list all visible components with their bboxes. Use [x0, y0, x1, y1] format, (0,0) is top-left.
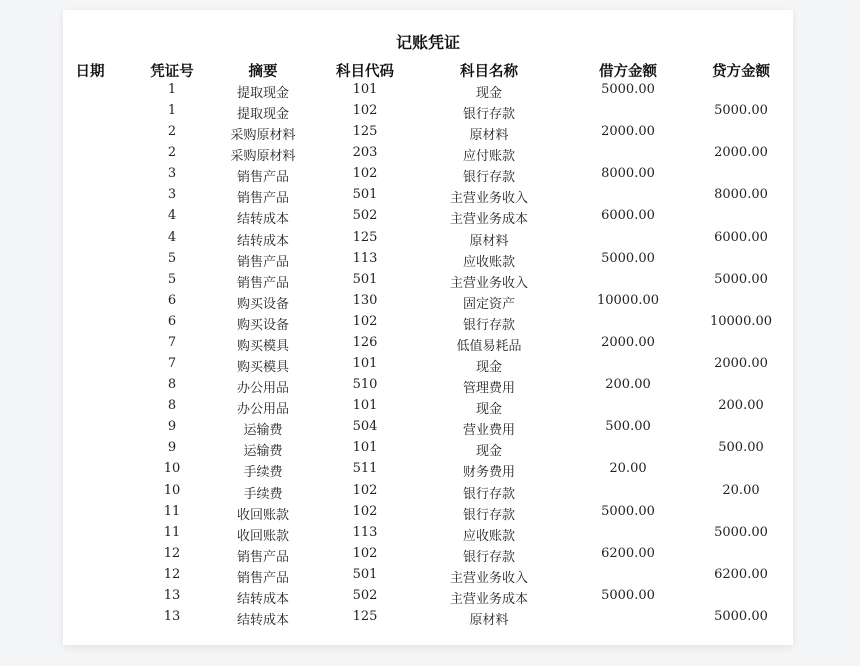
cell-account-name: 管理费用 [462, 381, 516, 397]
cell-voucher-number: 1 [167, 82, 177, 97]
cell-voucher-number: 10 [163, 482, 181, 498]
cell-account-code: 102 [352, 103, 378, 119]
cell-debit-amount: 5000.00 [601, 503, 655, 519]
cell-account-code: 102 [352, 482, 378, 498]
cell-debit-amount: 5000.00 [601, 587, 655, 603]
header-credit-amount: 贷方金额 [712, 64, 770, 80]
cell-account-code: 501 [352, 187, 378, 203]
cell-account-code: 101 [352, 82, 378, 97]
cell-summary: 提取现金 [236, 86, 290, 101]
header-account-name: 科目名称 [460, 64, 518, 80]
cell-account-name: 主营业务收入 [449, 275, 529, 291]
header-account-code: 科目代码 [336, 64, 394, 80]
cell-account-name: 银行存款 [462, 170, 516, 186]
cell-account-code: 125 [352, 124, 378, 140]
cell-account-name: 银行存款 [462, 107, 516, 123]
cell-voucher-number: 10 [163, 461, 181, 477]
cell-account-name: 现金 [475, 444, 503, 460]
cell-voucher-number: 8 [167, 398, 177, 414]
header-voucher-number: 凭证号 [150, 64, 194, 80]
cell-account-name: 低值易耗品 [456, 338, 522, 354]
cell-voucher-number: 12 [163, 566, 181, 582]
cell-summary: 运输费 [243, 423, 283, 439]
cell-debit-amount: 6200.00 [601, 545, 655, 561]
header-date: 日期 [75, 64, 105, 80]
cell-debit-amount: 200.00 [605, 377, 651, 393]
cell-voucher-number: 11 [163, 503, 181, 519]
cell-summary: 购买模具 [236, 338, 290, 354]
cell-account-name: 主营业务收入 [449, 570, 529, 586]
cell-voucher-number: 8 [167, 377, 177, 393]
cell-credit-amount: 2000.00 [714, 145, 768, 161]
cell-credit-amount: 6000.00 [714, 229, 768, 245]
cell-summary: 手续费 [243, 465, 283, 481]
cell-credit-amount: 200.00 [718, 398, 764, 414]
cell-summary: 采购原材料 [230, 149, 296, 165]
cell-account-code: 113 [352, 250, 378, 266]
cell-summary: 销售产品 [236, 170, 290, 186]
cell-credit-amount: 2000.00 [714, 356, 768, 372]
cell-summary: 手续费 [243, 486, 283, 502]
cell-credit-amount: 6200.00 [714, 566, 768, 582]
cell-voucher-number: 4 [167, 229, 177, 245]
voucher-sheet [63, 10, 793, 645]
cell-account-code: 102 [352, 313, 378, 329]
cell-account-name: 财务费用 [462, 465, 516, 481]
cell-account-name: 原材料 [469, 613, 509, 628]
cell-account-code: 511 [352, 461, 378, 477]
cell-summary: 销售产品 [236, 549, 290, 565]
cell-account-name: 固定资产 [462, 296, 516, 312]
cell-summary: 收回账款 [236, 507, 290, 523]
cell-voucher-number: 2 [167, 145, 177, 161]
cell-account-code: 501 [352, 271, 378, 287]
cell-account-code: 102 [352, 503, 378, 519]
cell-account-code: 125 [352, 229, 378, 245]
cell-debit-amount: 20.00 [609, 461, 647, 477]
cell-summary: 购买设备 [236, 296, 290, 312]
cell-summary: 提取现金 [236, 107, 290, 123]
cell-account-name: 应付账款 [462, 149, 516, 165]
cell-account-code: 113 [352, 524, 378, 540]
cell-account-name: 营业费用 [462, 423, 516, 439]
cell-voucher-number: 7 [167, 356, 177, 372]
cell-credit-amount: 8000.00 [714, 187, 768, 203]
cell-voucher-number: 13 [163, 609, 181, 624]
cell-account-name: 现金 [475, 402, 503, 418]
cell-account-code: 102 [352, 545, 378, 561]
cell-account-code: 502 [352, 208, 378, 224]
cell-summary: 办公用品 [236, 402, 290, 418]
cell-account-code: 501 [352, 566, 378, 582]
cell-credit-amount: 5000.00 [714, 609, 768, 624]
cell-summary: 运输费 [243, 444, 283, 460]
cell-voucher-number: 12 [163, 545, 181, 561]
cell-account-name: 银行存款 [462, 486, 516, 502]
cell-credit-amount: 10000.00 [709, 313, 773, 329]
cell-account-code: 101 [352, 356, 378, 372]
cell-voucher-number: 5 [167, 271, 177, 287]
cell-voucher-number: 6 [167, 292, 177, 308]
cell-debit-amount: 5000.00 [601, 82, 655, 97]
cell-debit-amount: 2000.00 [601, 124, 655, 140]
cell-summary: 采购原材料 [230, 128, 296, 144]
cell-debit-amount: 6000.00 [601, 208, 655, 224]
cell-summary: 结转成本 [236, 613, 290, 628]
cell-summary: 销售产品 [236, 191, 290, 207]
cell-voucher-number: 11 [163, 524, 181, 540]
cell-account-name: 银行存款 [462, 507, 516, 523]
cell-summary: 办公用品 [236, 381, 290, 397]
cell-account-name: 原材料 [469, 128, 509, 144]
cell-account-name: 应收账款 [462, 528, 516, 544]
cell-summary: 销售产品 [236, 570, 290, 586]
cell-account-name: 主营业务成本 [449, 591, 529, 607]
cell-account-name: 主营业务成本 [449, 212, 529, 228]
cell-credit-amount: 5000.00 [714, 271, 768, 287]
cell-account-code: 101 [352, 398, 378, 414]
cell-summary: 购买模具 [236, 360, 290, 376]
cell-credit-amount: 5000.00 [714, 103, 768, 119]
cell-voucher-number: 7 [167, 334, 177, 350]
cell-account-code: 126 [352, 334, 378, 350]
cell-voucher-number: 3 [167, 166, 177, 182]
cell-voucher-number: 4 [167, 208, 177, 224]
cell-debit-amount: 8000.00 [601, 166, 655, 182]
cell-summary: 收回账款 [236, 528, 290, 544]
cell-credit-amount: 20.00 [722, 482, 760, 498]
cell-account-name: 现金 [475, 86, 503, 101]
cell-debit-amount: 10000.00 [596, 292, 660, 308]
cell-account-code: 203 [352, 145, 378, 161]
cell-account-name: 应收账款 [462, 254, 516, 270]
cell-account-name: 原材料 [469, 233, 509, 249]
cell-summary: 销售产品 [236, 275, 290, 291]
cell-voucher-number: 3 [167, 187, 177, 203]
cell-debit-amount: 2000.00 [601, 334, 655, 350]
cell-credit-amount: 5000.00 [714, 524, 768, 540]
cell-debit-amount: 5000.00 [601, 250, 655, 266]
cell-account-code: 102 [352, 166, 378, 182]
cell-account-name: 主营业务收入 [449, 191, 529, 207]
cell-account-code: 502 [352, 587, 378, 603]
cell-account-name: 银行存款 [462, 549, 516, 565]
cell-voucher-number: 1 [167, 103, 177, 119]
cell-voucher-number: 9 [167, 440, 177, 456]
cell-account-name: 现金 [475, 360, 503, 376]
cell-account-code: 510 [352, 377, 378, 393]
cell-summary: 结转成本 [236, 233, 290, 249]
cell-account-code: 504 [352, 419, 378, 435]
cell-credit-amount: 500.00 [718, 440, 764, 456]
cell-summary: 结转成本 [236, 212, 290, 228]
header-debit-amount: 借方金额 [599, 64, 657, 80]
cell-voucher-number: 6 [167, 313, 177, 329]
page-title: 记账凭证 [395, 33, 460, 52]
cell-account-code: 125 [352, 609, 378, 624]
cell-account-code: 130 [352, 292, 378, 308]
cell-account-code: 101 [352, 440, 378, 456]
cell-voucher-number: 9 [167, 419, 177, 435]
cell-account-name: 银行存款 [462, 317, 516, 333]
header-summary: 摘要 [248, 64, 278, 80]
cell-debit-amount: 500.00 [605, 419, 651, 435]
cell-summary: 结转成本 [236, 591, 290, 607]
cell-summary: 销售产品 [236, 254, 290, 270]
cell-voucher-number: 2 [167, 124, 177, 140]
cell-voucher-number: 5 [167, 250, 177, 266]
cell-summary: 购买设备 [236, 317, 290, 333]
cell-voucher-number: 13 [163, 587, 181, 603]
